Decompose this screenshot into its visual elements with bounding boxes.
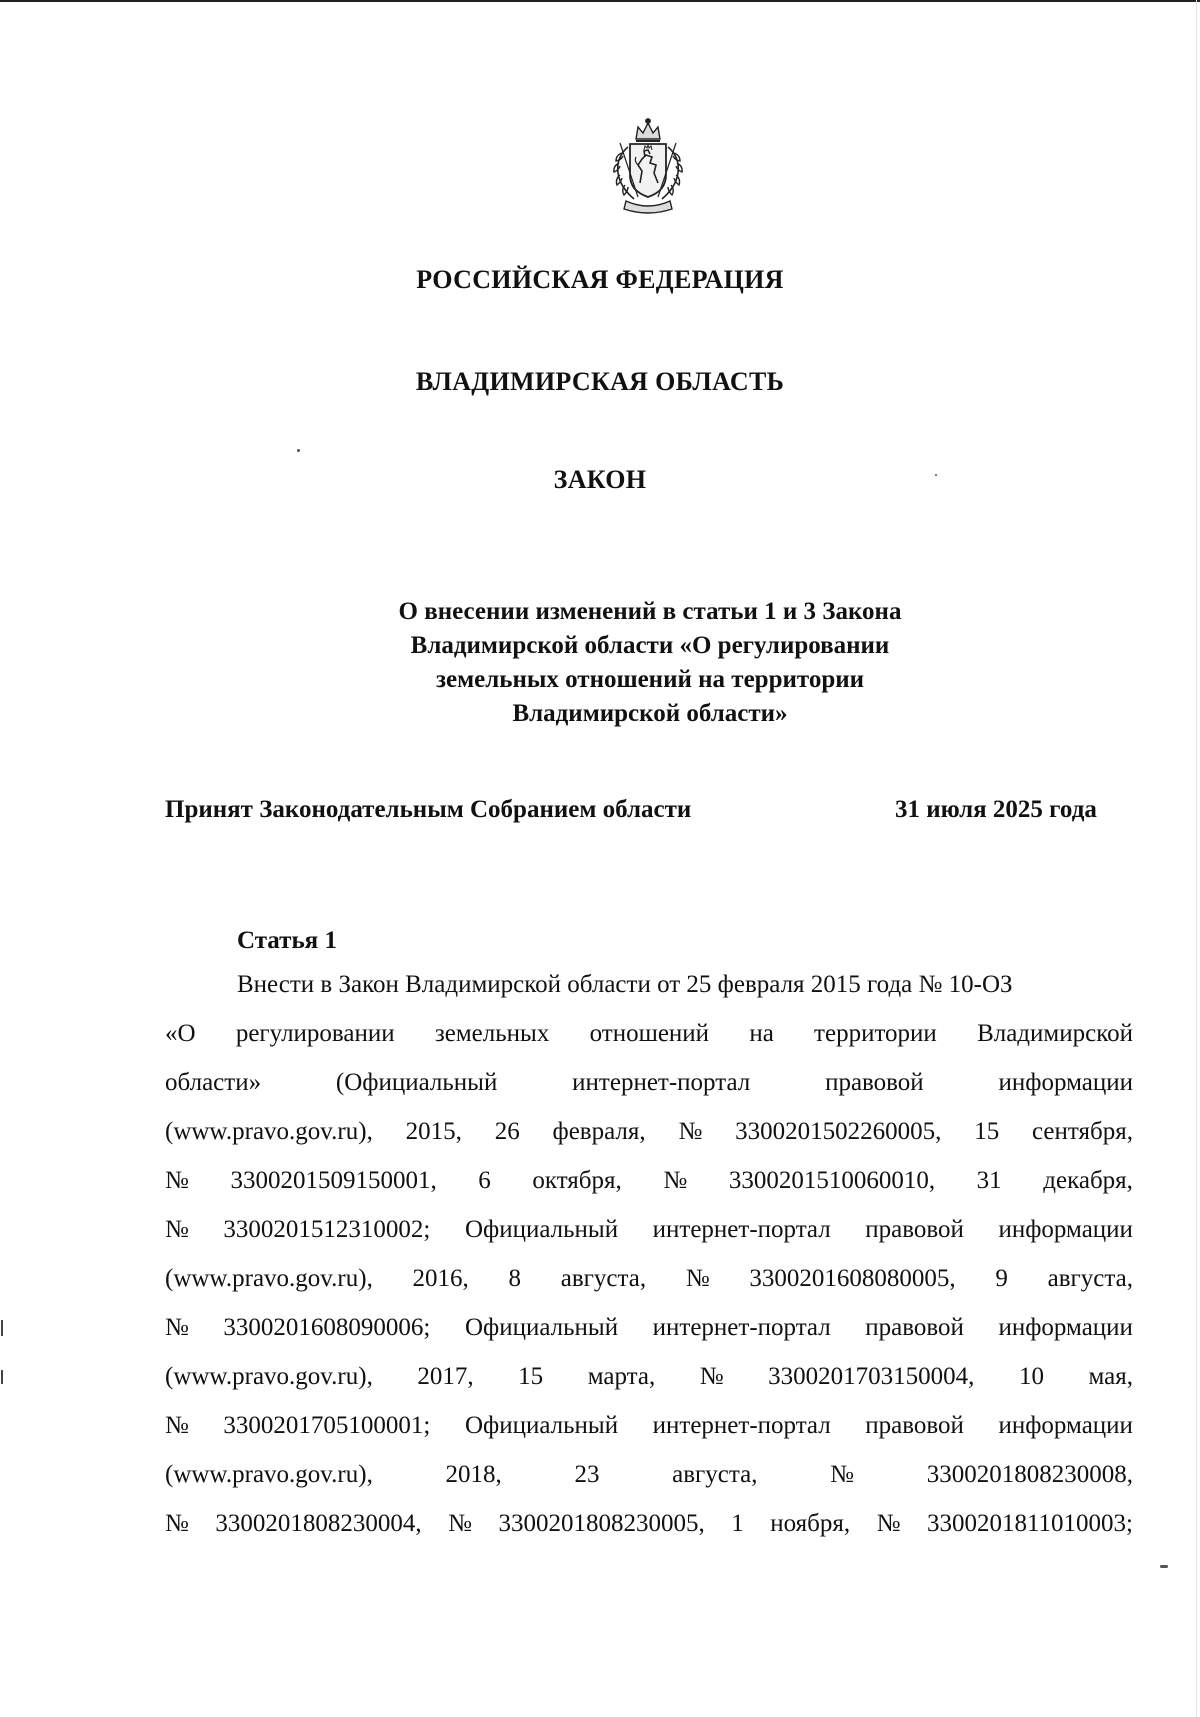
article-line	[165, 1450, 1133, 1499]
article-word: 2015,	[405, 1118, 462, 1145]
article-word: регулировании	[235, 1020, 395, 1047]
article-word: 3300201808230005,	[498, 1510, 705, 1537]
article-word: октября,	[532, 1167, 622, 1194]
article-word: №	[876, 1510, 901, 1537]
law-title-line: О внесении изменений в статьи 1 и 3 Закона	[398, 598, 902, 625]
article-line	[165, 1156, 1133, 1205]
article-word: Официальный	[464, 1412, 619, 1439]
article-word: №	[165, 1167, 189, 1194]
article-word: 3300201608090006;	[223, 1314, 431, 1341]
article-word: 8	[508, 1265, 522, 1292]
article-line	[165, 1058, 1133, 1107]
article-word: 9	[995, 1265, 1008, 1292]
article-word: Владимирской	[977, 1020, 1133, 1047]
article-word: интернет-портал	[652, 1314, 831, 1341]
article-word: 3300201510060010,	[728, 1167, 936, 1194]
header-doc-type: ЗАКОН	[553, 465, 647, 494]
article-word: 31	[976, 1167, 1002, 1194]
article-word: правовой	[865, 1412, 964, 1439]
adoption-label: Принят Законодательным Собранием области	[165, 796, 692, 823]
article-word: 10	[1018, 1363, 1044, 1390]
article-word: 3300201808230004,	[215, 1510, 422, 1537]
article-word: 3300201811010003;	[926, 1510, 1133, 1537]
article-word: №	[448, 1510, 472, 1537]
article-line	[165, 1401, 1133, 1450]
scan-border-right	[1196, 0, 1197, 1717]
article-word: 3300201608080005,	[749, 1265, 956, 1292]
header-country: РОССИЙСКАЯ ФЕДЕРАЦИЯ	[416, 265, 784, 294]
article-word: 3300201808230008,	[926, 1461, 1133, 1488]
article-word: отношений	[589, 1020, 710, 1047]
article-word: правовой	[865, 1314, 964, 1341]
article-word: интернет-портал	[572, 1069, 751, 1096]
article-word: №	[663, 1167, 688, 1194]
article-word: информации	[998, 1069, 1133, 1096]
law-title-line: Владимирской области»	[512, 700, 788, 727]
article-word: интернет-портал	[652, 1216, 831, 1243]
scan-speck	[935, 474, 937, 476]
article-word: Официальный	[464, 1216, 619, 1243]
article-word: августа,	[672, 1461, 758, 1488]
article-word: 6	[478, 1167, 491, 1194]
article-word: информации	[998, 1412, 1133, 1439]
article-word: (Официальный	[335, 1069, 498, 1096]
article-word: 2017,	[417, 1363, 474, 1390]
article-word: августа,	[1047, 1265, 1133, 1292]
scan-border-top	[0, 0, 1200, 2]
article-word: 3300201703150004,	[768, 1363, 975, 1390]
law-title	[340, 595, 960, 731]
article-line	[165, 1107, 1133, 1156]
article-line	[165, 1254, 1133, 1303]
article-word: информации	[998, 1216, 1133, 1243]
article-word: №	[678, 1118, 703, 1145]
article-word: Официальный	[464, 1314, 619, 1341]
article-word: №	[685, 1265, 710, 1292]
article-line	[165, 1352, 1133, 1401]
article-word: №	[699, 1363, 724, 1390]
article-word: (www.pravo.gov.ru),	[165, 1461, 373, 1488]
article-heading: Статья 1	[237, 927, 337, 954]
article-word: правовой	[825, 1069, 924, 1096]
article-word: на	[749, 1020, 774, 1047]
article-word: земельных	[434, 1020, 550, 1047]
scan-edge-mark	[1, 1370, 3, 1384]
scan-speck	[297, 449, 300, 452]
article-word: декабря,	[1043, 1167, 1133, 1194]
adoption-date: 31 июля 2025 года	[895, 796, 1097, 823]
article-line	[165, 1499, 1133, 1548]
article-word: ноября,	[770, 1510, 851, 1537]
article-word: №	[165, 1314, 189, 1341]
article-word: №	[165, 1412, 189, 1439]
article-body	[165, 960, 1133, 1548]
coat-of-arms-icon	[600, 117, 696, 217]
article-word: 2016,	[412, 1265, 469, 1292]
article-word: 15	[974, 1118, 1000, 1145]
article-line	[165, 960, 1133, 1009]
article-word: 1	[731, 1510, 744, 1537]
article-word: №	[165, 1216, 189, 1243]
article-word: августа,	[560, 1265, 647, 1292]
article-word: 2018,	[445, 1461, 502, 1488]
article-word: Внести в Закон Владимирской области от 25 февраля 2015 года № 10-ОЗ	[237, 971, 1013, 998]
article-word: февраля,	[552, 1118, 646, 1145]
article-word: марта,	[587, 1363, 656, 1390]
scan-speck	[1160, 1565, 1168, 1568]
article-word: сентября,	[1032, 1118, 1133, 1145]
article-word: (www.pravo.gov.ru),	[165, 1118, 373, 1145]
article-line	[165, 1205, 1133, 1254]
article-word: 26	[494, 1118, 520, 1145]
law-title-line: земельных отношений на территории	[435, 666, 865, 693]
article-word: интернет-портал	[652, 1412, 831, 1439]
article-word: области»	[165, 1069, 262, 1096]
law-title-line: Владимирской области «О регулировании	[410, 632, 890, 659]
header-region: ВЛАДИМИРСКАЯ ОБЛАСТЬ	[415, 367, 785, 396]
article-line	[165, 1009, 1133, 1058]
article-word: мая,	[1088, 1363, 1133, 1390]
article-word: 3300201512310002;	[223, 1216, 431, 1243]
article-word: «О	[165, 1020, 196, 1047]
article-word: №	[830, 1461, 854, 1488]
article-word: территории	[814, 1020, 937, 1047]
article-line	[165, 1303, 1133, 1352]
article-word: 23	[574, 1461, 600, 1488]
article-word: 15	[518, 1363, 544, 1390]
article-word: (www.pravo.gov.ru),	[165, 1363, 373, 1390]
article-word: 3300201705100001;	[223, 1412, 431, 1439]
scan-edge-mark	[1, 1320, 3, 1336]
article-word: 3300201502260005,	[735, 1118, 942, 1145]
article-word: №	[165, 1510, 189, 1537]
article-word: правовой	[865, 1216, 964, 1243]
article-word: 3300201509150001,	[230, 1167, 437, 1194]
article-word: (www.pravo.gov.ru),	[165, 1265, 373, 1292]
article-word: информации	[998, 1314, 1133, 1341]
